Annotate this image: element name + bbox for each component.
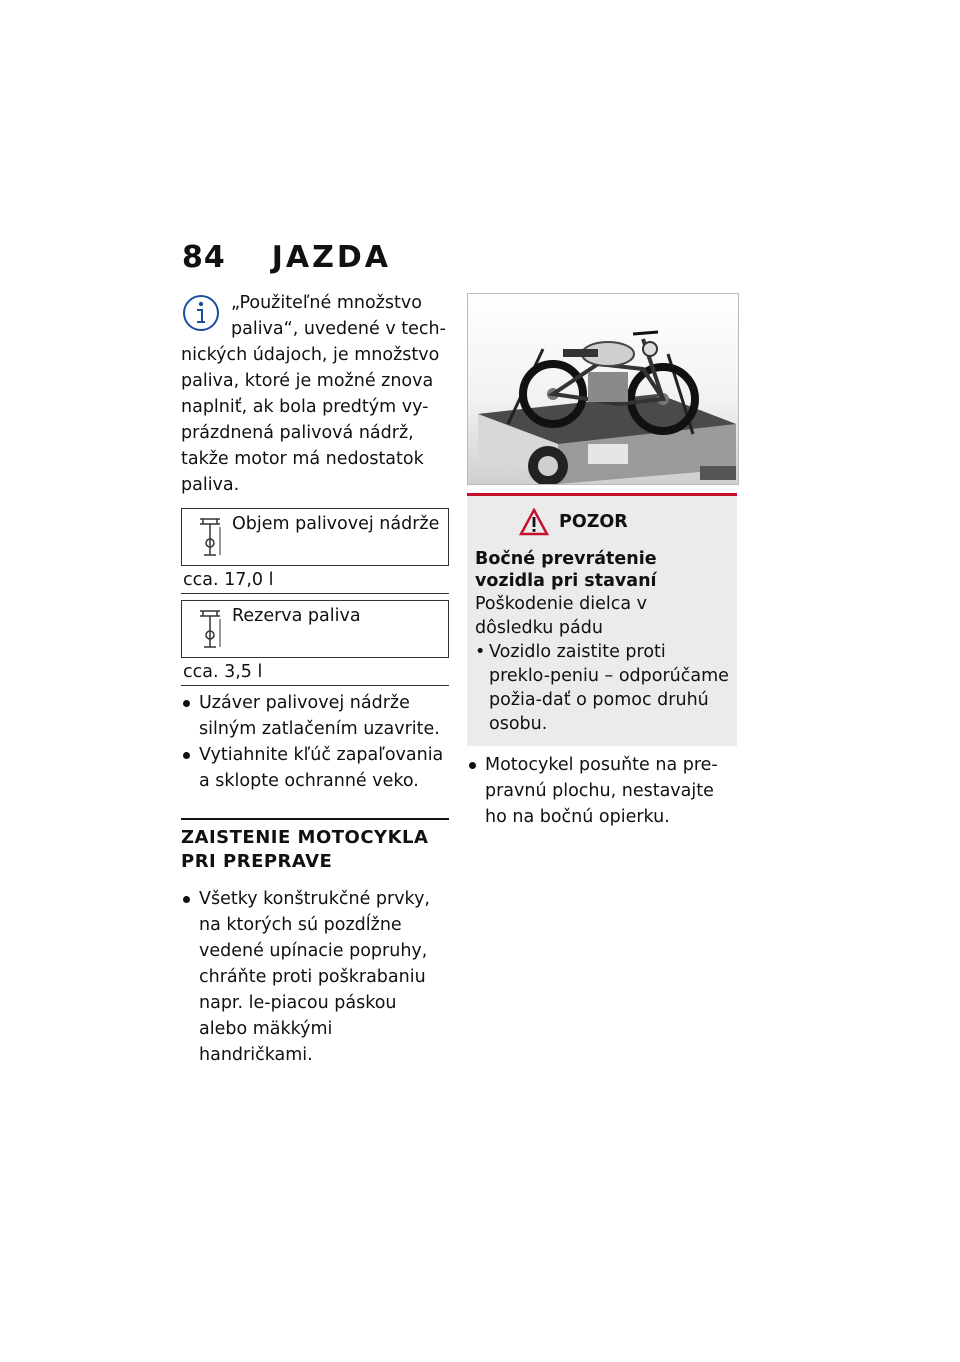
chapter-title: JAZDA	[271, 240, 392, 275]
warning-header	[519, 508, 729, 536]
spec-label: Objem palivovej nádrže	[232, 514, 440, 534]
bullet-list	[467, 752, 739, 830]
info-note	[181, 290, 449, 498]
spec-table	[181, 508, 449, 686]
motorcycle-photo	[467, 293, 739, 485]
spec-row-fuel-reserve	[181, 600, 449, 658]
info-text: „Použiteľné množstvo paliva“, uvedené v tech- nických údajoch, je množstvo paliva, ktoré je možné znova naplniť, ak bola predtým vy-prázdnená palivová nádrž, takže motor má nedostatok paliva.	[181, 293, 446, 495]
spec-value: cca. 3,5 l	[181, 658, 449, 686]
info-icon	[181, 293, 221, 333]
warning-title: Bočné prevrátenie vozidla pri stavaní	[475, 549, 657, 591]
list-item: Uzáver palivovej nádrže silným zatlačením uzavrite.	[181, 690, 449, 742]
warning-triangle-icon	[519, 508, 549, 536]
left-column	[181, 290, 449, 1068]
spec-value: cca. 17,0 l	[181, 566, 449, 594]
fuel-tank-icon	[196, 607, 224, 653]
bullet-list	[181, 690, 449, 794]
bullet-list	[181, 886, 449, 1068]
list-item: Motocykel posuňte na pre-pravnú plochu, nestavajte ho na bočnú opierku.	[467, 752, 739, 830]
list-item: Vytiahnite kľúč zapaľovania a sklopte ochranné veko.	[181, 742, 449, 794]
motorcycle-on-trailer-illustration	[468, 294, 738, 484]
page-header	[182, 240, 391, 275]
warning-bullet: • Vozidlo zaistite proti preklo-peniu – odporúčame požia-dať o pomoc druhú osobu.	[475, 640, 729, 736]
warning-label: POZOR	[559, 512, 628, 532]
page-number: 84	[182, 240, 226, 275]
spec-row-tank-capacity	[181, 509, 449, 566]
fuel-tank-icon	[196, 515, 224, 561]
warning-box	[467, 493, 737, 746]
list-item: Všetky konštrukčné prvky, na ktorých sú pozdĺžne vedené upínacie popruhy, chráňte proti poškrabaniu napr. le-piacou páskou alebo mäkkými handričkami.	[181, 886, 449, 1068]
warning-text: Poškodenie dielca v dôsledku pádu	[475, 594, 647, 638]
section-title: ZAISTENIE MOTOCYKLA PRI PREPRAVE	[181, 818, 449, 874]
right-column	[467, 293, 739, 830]
spec-label: Rezerva paliva	[232, 606, 361, 626]
